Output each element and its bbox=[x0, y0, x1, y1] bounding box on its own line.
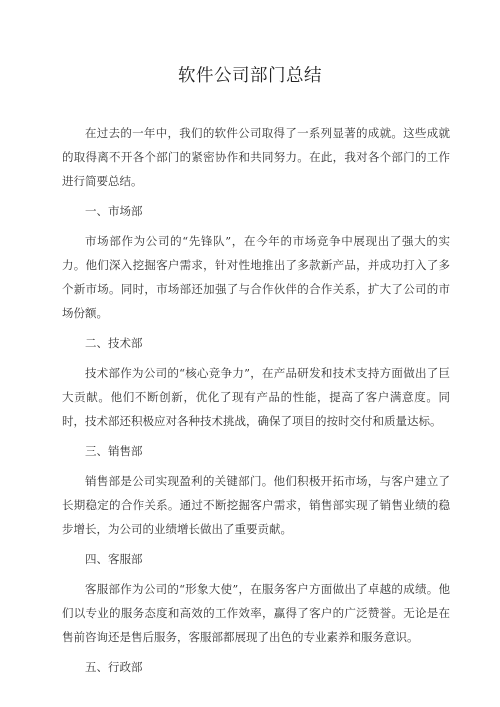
section-heading-technology: 二、技术部 bbox=[85, 336, 143, 350]
section-heading-customer-service: 四、客服部 bbox=[85, 552, 143, 566]
section-body-customer-service: 客服部作为公司的“形象大使”，在服务客户方面做出了卓越的成绩。他们以专业的服务态度和高效的工作效率，赢得了客户的广泛赞誉。无论是在售前咨询还是售后服务，客服部都展现了出色的专业素养和服务意识。 bbox=[62, 582, 450, 644]
section-body-marketing: 市场部作为公司的“先锋队”，在今年的市场竞争中展现出了强大的实力。他们深入挖掘客户需求，针对性地推出了多款新产品，并成功打入了多个新市场。同时，市场部还加强了与合作伙伴的合作关系，扩大了公司的市场份额。 bbox=[62, 234, 450, 320]
section-heading-sales: 三、销售部 bbox=[85, 444, 143, 458]
section-heading-marketing: 一、市场部 bbox=[85, 204, 143, 218]
document-body bbox=[62, 121, 450, 685]
section-body-sales: 销售部是公司实现盈利的关键部门。他们积极开拓市场，与客户建立了长期稳定的合作关系。通过不断挖掘客户需求，销售部实现了销售业绩的稳步增长，为公司的业绩增长做出了重要贡献。 bbox=[62, 474, 450, 536]
section-body-technology: 技术部作为公司的“核心竞争力”，在产品研发和技术支持方面做出了巨大贡献。他们不断创新，优化了现有产品的性能，提高了客户满意度。同时，技术部还积极应对各种技术挑战，确保了项目的按时交付和质量达标。 bbox=[62, 366, 450, 428]
document-title: 软件公司部门总结 bbox=[178, 66, 322, 86]
section-heading-administration: 五、行政部 bbox=[85, 660, 143, 674]
intro-paragraph: 在过去的一年中，我们的软件公司取得了一系列显著的成就。这些成就的取得离不开各个部门的紧密协作和共同努力。在此，我对各个部门的工作进行简要总结。 bbox=[62, 126, 450, 188]
